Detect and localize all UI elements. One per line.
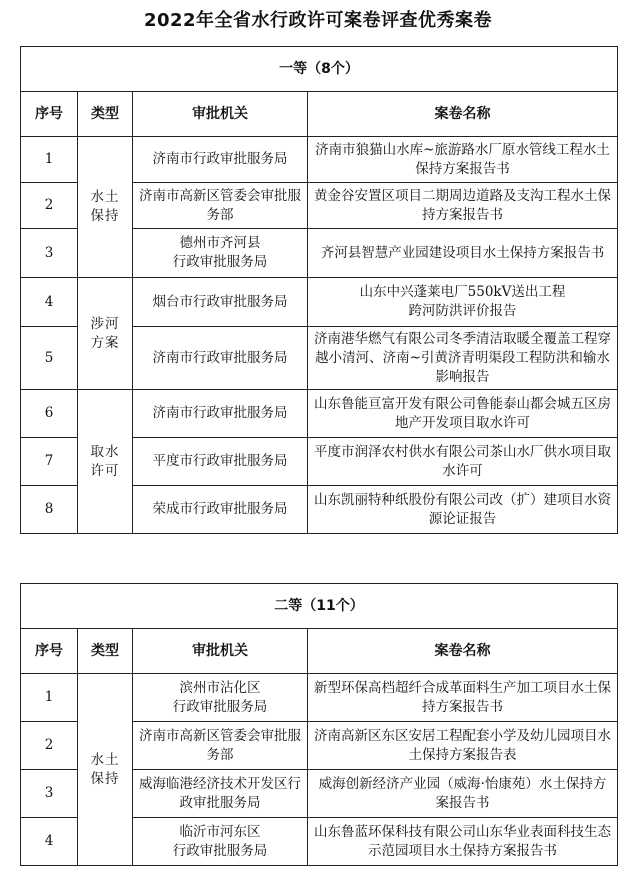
header-num: 序号 bbox=[21, 92, 78, 137]
row-agency: 济南市行政审批服务局 bbox=[133, 390, 308, 438]
row-case-name: 济南市狼猫山水库~旅游路水厂原水管线工程水土保持方案报告书 bbox=[308, 137, 618, 183]
row-type: 涉河 方案 bbox=[78, 278, 133, 390]
row-agency: 临沂市河东区 行政审批服务局 bbox=[133, 818, 308, 866]
row-num: 3 bbox=[21, 770, 78, 818]
row-case-name: 黄金谷安置区项目二期周边道路及支沟工程水土保持方案报告书 bbox=[308, 183, 618, 229]
row-num: 1 bbox=[21, 137, 78, 183]
row-agency: 烟台市行政审批服务局 bbox=[133, 278, 308, 327]
row-case-name: 威海创新经济产业园（威海·怡康苑）水土保持方案报告书 bbox=[308, 770, 618, 818]
row-case-name: 平度市润泽农村供水有限公司茶山水厂供水项目取水许可 bbox=[308, 438, 618, 486]
second-class-caption: 二等（11个） bbox=[21, 584, 618, 629]
row-agency: 济南市高新区管委会审批服务部 bbox=[133, 183, 308, 229]
row-num: 4 bbox=[21, 818, 78, 866]
row-agency: 威海临港经济技术开发区行政审批服务局 bbox=[133, 770, 308, 818]
header-agency: 审批机关 bbox=[133, 629, 308, 674]
header-name: 案卷名称 bbox=[308, 629, 618, 674]
row-num: 3 bbox=[21, 229, 78, 278]
row-type: 水土 保持 bbox=[78, 674, 133, 866]
table-row bbox=[21, 278, 618, 327]
row-num: 2 bbox=[21, 722, 78, 770]
header-agency: 审批机关 bbox=[133, 92, 308, 137]
row-case-name: 山东鲁能亘富开发有限公司鲁能泰山都会城五区房地产开发项目取水许可 bbox=[308, 390, 618, 438]
row-case-name: 山东鲁蓝环保科技有限公司山东华业表面科技生态示范园项目水土保持方案报告书 bbox=[308, 818, 618, 866]
table-row bbox=[21, 137, 618, 183]
row-case-name: 新型环保高档超纤合成革面料生产加工项目水土保持方案报告书 bbox=[308, 674, 618, 722]
first-class-caption: 一等（8个） bbox=[21, 47, 618, 92]
row-case-name: 济南高新区东区安居工程配套小学及幼儿园项目水土保持方案报告表 bbox=[308, 722, 618, 770]
row-num: 2 bbox=[21, 183, 78, 229]
row-agency: 滨州市沾化区 行政审批服务局 bbox=[133, 674, 308, 722]
header-num: 序号 bbox=[21, 629, 78, 674]
header-name: 案卷名称 bbox=[308, 92, 618, 137]
row-type: 取水 许可 bbox=[78, 390, 133, 534]
header-type: 类型 bbox=[78, 92, 133, 137]
row-case-name: 山东中兴蓬莱电厂550kV送出工程 跨河防洪评价报告 bbox=[308, 278, 618, 327]
row-num: 7 bbox=[21, 438, 78, 486]
row-agency: 平度市行政审批服务局 bbox=[133, 438, 308, 486]
row-num: 4 bbox=[21, 278, 78, 327]
row-agency: 德州市齐河县 行政审批服务局 bbox=[133, 229, 308, 278]
row-num: 1 bbox=[21, 674, 78, 722]
document-title: 2022年全省水行政许可案卷评查优秀案卷 bbox=[143, 10, 493, 31]
second-class-table bbox=[20, 583, 618, 866]
row-case-name: 山东凯丽特种纸股份有限公司改（扩）建项目水资源论证报告 bbox=[308, 486, 618, 534]
row-type: 水土 保持 bbox=[78, 137, 133, 278]
row-agency: 济南市行政审批服务局 bbox=[133, 137, 308, 183]
row-agency: 济南市高新区管委会审批服务部 bbox=[133, 722, 308, 770]
first-class-table bbox=[20, 46, 618, 534]
row-case-name: 济南港华燃气有限公司冬季清洁取暖全覆盖工程穿越小清河、济南~引黄济青明渠段工程防洪和输水影响报告 bbox=[308, 327, 618, 390]
table-row bbox=[21, 390, 618, 438]
table-row bbox=[21, 674, 618, 722]
row-num: 6 bbox=[21, 390, 78, 438]
row-agency: 济南市行政审批服务局 bbox=[133, 327, 308, 390]
row-num: 8 bbox=[21, 486, 78, 534]
row-agency: 荣成市行政审批服务局 bbox=[133, 486, 308, 534]
row-case-name: 齐河县智慧产业园建设项目水土保持方案报告书 bbox=[308, 229, 618, 278]
row-num: 5 bbox=[21, 327, 78, 390]
header-type: 类型 bbox=[78, 629, 133, 674]
